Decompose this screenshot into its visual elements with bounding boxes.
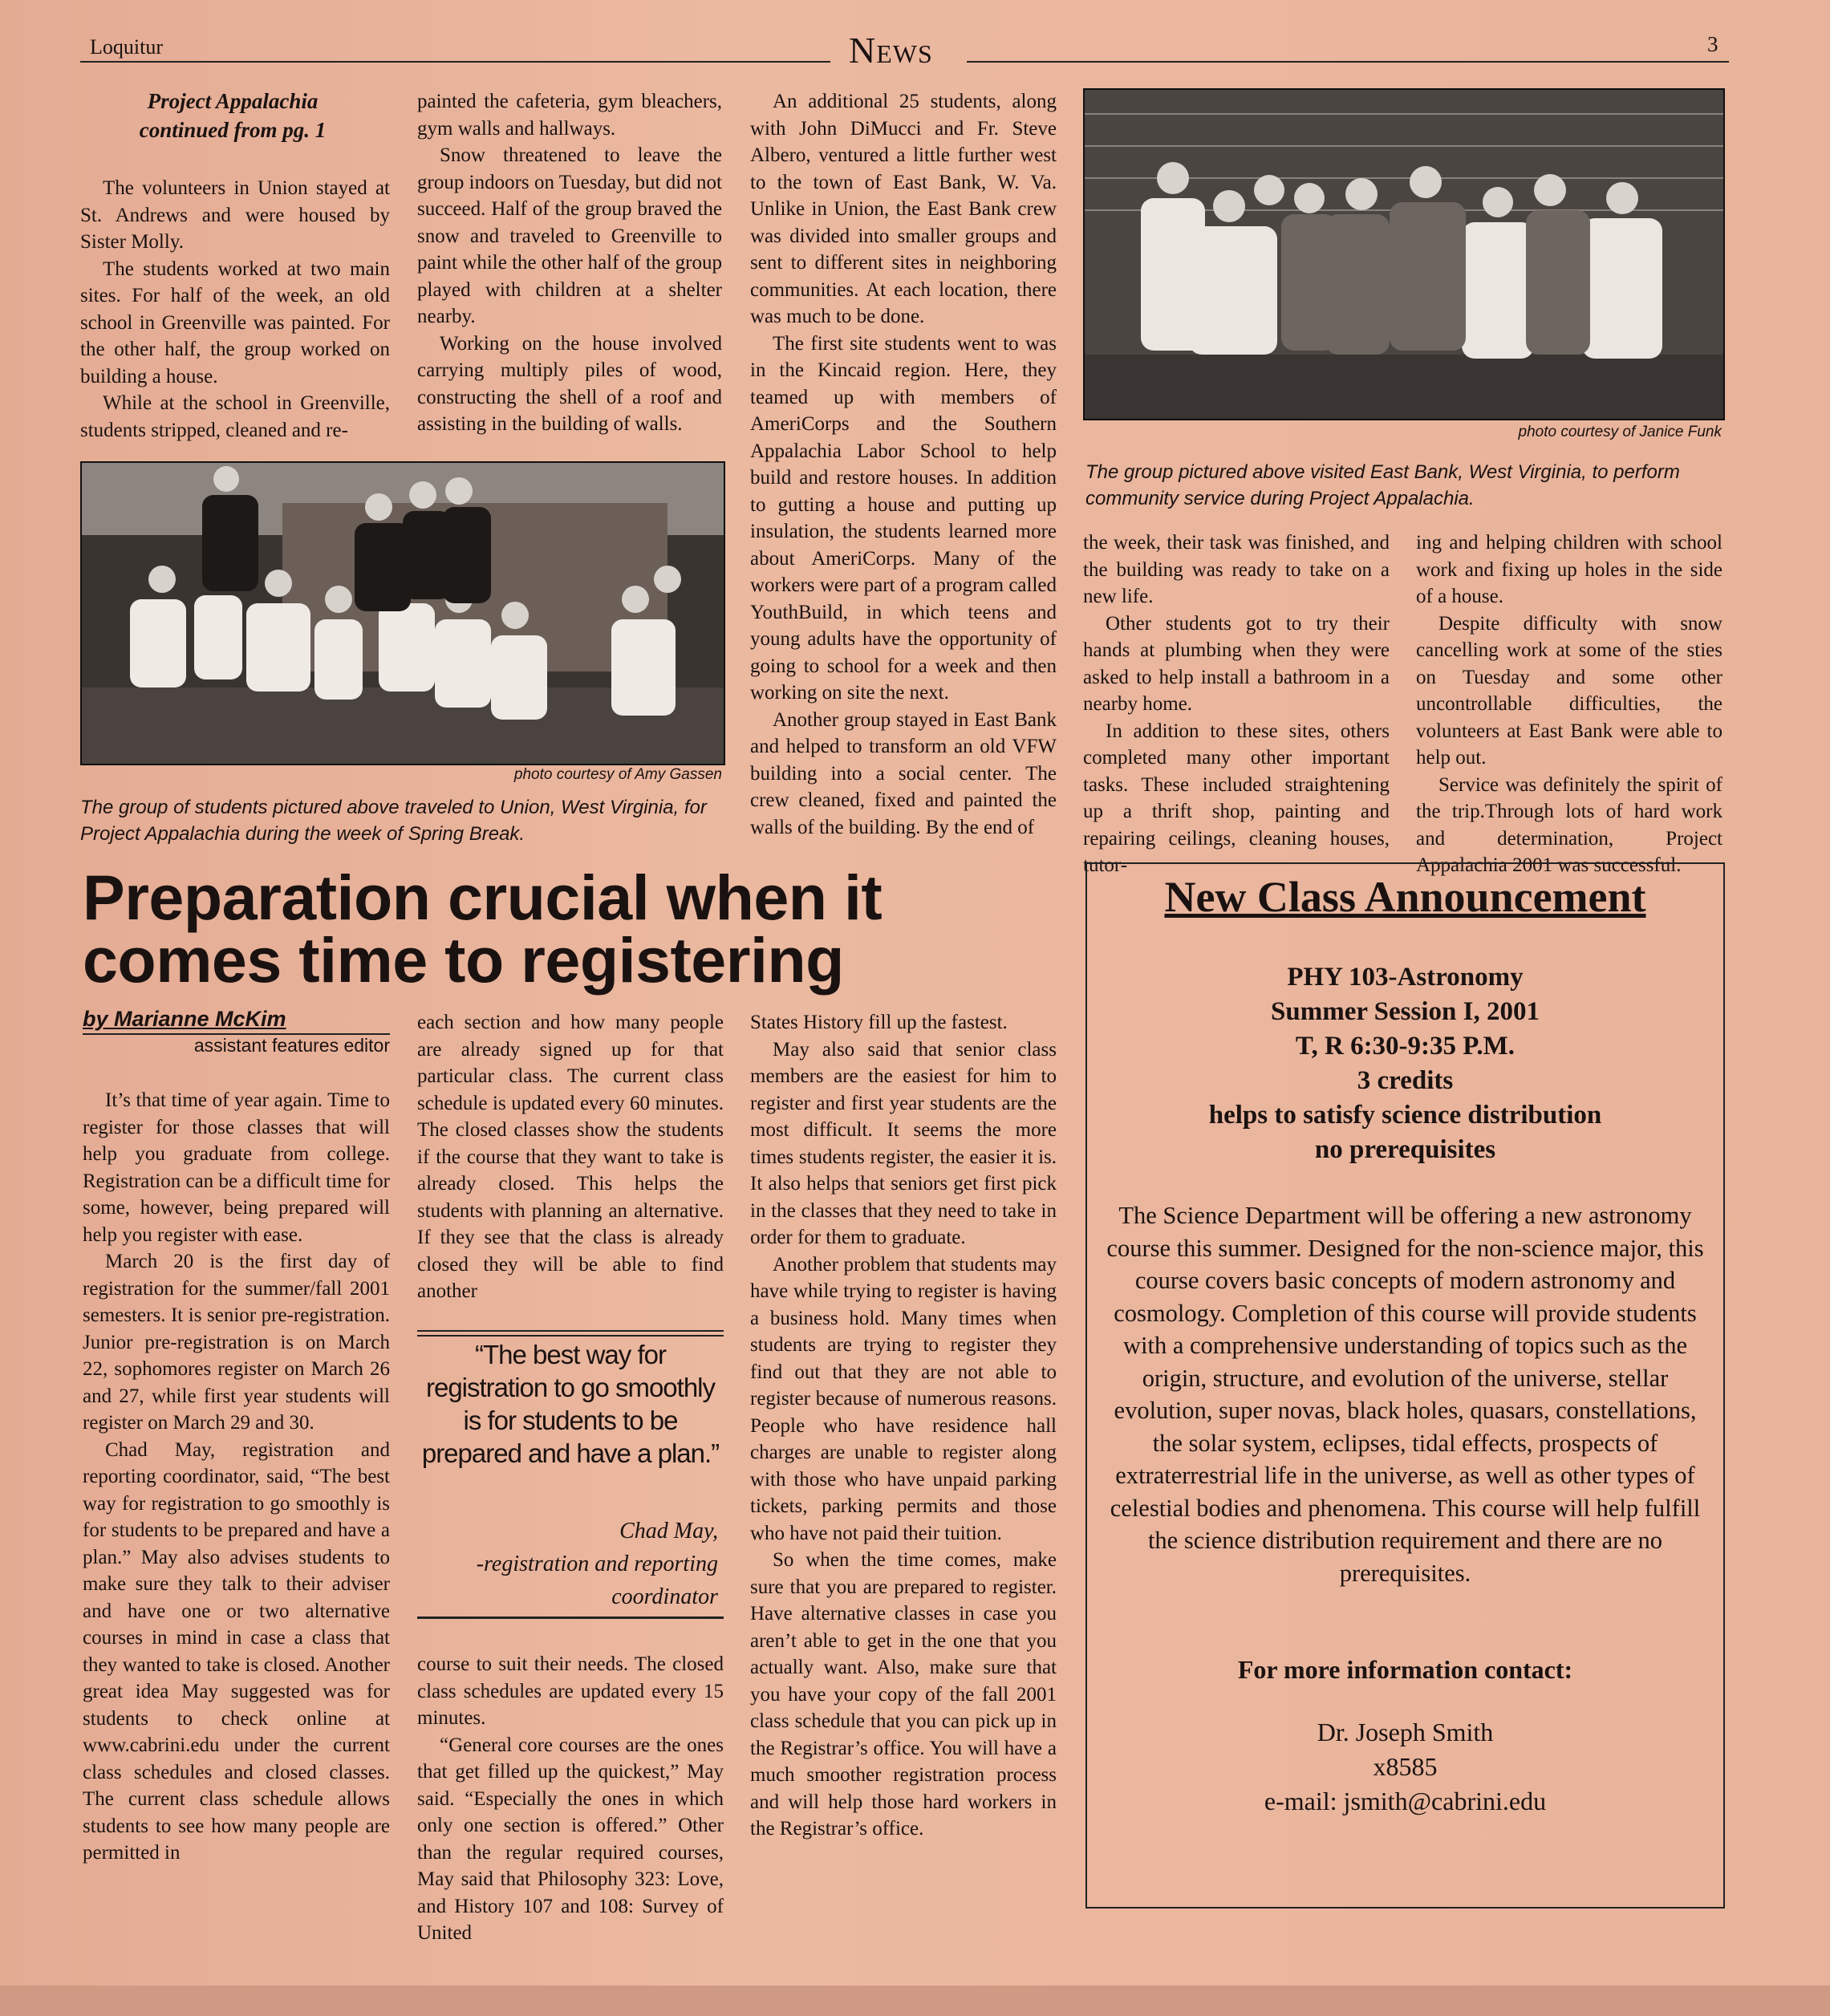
jump-head-title: Project Appalachia — [147, 89, 319, 113]
paragraph: It’s that time of year again. Time to register for those classes that will help you graduate from college. Registration can be a difficult time for some, however, being prepared will help you register with ease. — [83, 1089, 390, 1246]
eastbank-group-photo — [1083, 88, 1725, 420]
paragraph: course to suit their needs. The closed class schedules are updated every 15 minutes. — [417, 1653, 724, 1729]
masthead-rule-right — [967, 61, 1729, 63]
article-headline — [83, 862, 1077, 996]
paragraph: In addition to these sites, others completed many other important tasks. These included straightening up a thrift shop, painting and repairing ceilings, cleaning houses, tutor- — [1083, 720, 1390, 876]
eastbank-photo-credit: photo courtesy of Janice Funk — [1518, 424, 1722, 440]
masthead-rule-left — [80, 61, 830, 63]
jump-head-continued: continued from pg. 1 — [139, 118, 327, 142]
paragraph: Despite difficulty with snow cancelling work at some of the sties on Tuesday and some other uncontrollable difficulties, the volunteers at East Bank were able to help out. — [1416, 612, 1722, 769]
paragraph: ing and helping children with school work and fixing up holes in the side of a house. — [1416, 532, 1722, 607]
section-title: News — [849, 30, 933, 71]
paragraph: While at the school in Greenville, students stripped, cleaned and re- — [80, 392, 390, 441]
paragraph: the week, their task was finished, and the building was ready to take on a new life. — [1083, 532, 1390, 607]
story1-column-2 — [417, 88, 722, 438]
paragraph: States History fill up the fastest. — [750, 1012, 1008, 1033]
paragraph: An additional 25 students, along with John DiMucci and Fr. Steve Albero, ventured a little further west to the town of East Bank, W. Va. Unlike in Union, the East Bank crew was divided into smaller groups and sent to different sites in neighboring communities. At each location, there was much to be done. — [750, 91, 1057, 327]
contact-name: Dr. Joseph Smith — [1317, 1718, 1494, 1746]
pullquote-attr-role: -registration and reporting — [476, 1552, 718, 1576]
paper-name: Loquitur — [90, 35, 163, 59]
course-note-distribution: helps to satisfy science distribution — [1208, 1101, 1602, 1130]
paragraph: The students worked at two main sites. For half of the week, an old school in Greenville was painted. For the other half, the group worked on building a house. — [80, 258, 390, 387]
pullquote-attribution — [417, 1515, 718, 1613]
paragraph: “General core courses are the ones that get filled up the quickest,” May said. “Especially the ones in which only one section is offered.” Other than the regular required courses, May said that Philosophy 323: Love, and History 107 and 108: Survey of United — [417, 1734, 724, 1944]
paragraph: March 20 is the first day of registration for the summer/fall 2001 semesters. It is senior pre-registration. Junior pre-registration is on March 22, sophomores register on March 26 and 27, while first year students will register on March 29 and 30. — [83, 1251, 390, 1434]
course-name: PHY 103-Astronomy — [1287, 963, 1524, 992]
pullquote-rule-top-2 — [417, 1335, 724, 1337]
paragraph: Chad May, registration and reporting coordinator, said, “The best way for registration to go smoothly is for students to be prepared and have a plan.” May also advises students to make sure they talk to their adviser and have one or two alternative courses in mind in case a class that they wanted to take is closed. Another great idea May suggested was for students to check online at www.cabrini.edu under the current class schedules and closed classes. The current class schedule allows students to see how many people are permitted in — [83, 1438, 390, 1864]
paragraph: Snow threatened to leave the group indoors on Tuesday, but did not succeed. Half of the group braved the snow and traveled to Greenville to paint while the other half of the group played with children at a shelter nearby. — [417, 144, 722, 327]
pullquote-attr-role-2: coordinator — [611, 1584, 718, 1609]
story1-column-5 — [1416, 529, 1722, 879]
byline: by Marianne McKim — [83, 1007, 286, 1031]
union-photo-credit: photo courtesy of Amy Gassen — [513, 766, 722, 783]
contact-heading: For more information contact: — [1237, 1655, 1573, 1684]
page-edge — [0, 1986, 1830, 2016]
article-column-1 — [83, 1087, 390, 1867]
contact-extension: x8585 — [1373, 1752, 1438, 1781]
union-photo-caption: The group of students pictured above traveled to Union, West Virginia, for Project Appalachia during the week of Spring Break. — [80, 797, 707, 845]
course-session: Summer Session I, 2001 — [1271, 997, 1540, 1026]
paragraph: Other students got to try their hands at plumbing when they were asked to help install a bathroom in a nearby home. — [1083, 612, 1390, 715]
paragraph: Another problem that students may have while trying to register is having a business hold. Many times when students are trying to register they find out that they are not able to register because of numerous reasons. People who have residence hall charges are unable to register along with those who have unpaid parking tickets, parking permits and those who have not paid their tuition. — [750, 1253, 1057, 1544]
eastbank-group-photo-image — [1085, 90, 1723, 419]
jump-head — [80, 87, 385, 144]
paragraph: Service was definitely the spirit of the trip.Through lots of hard work and determination, Project Appalachia 2001 was successful. — [1416, 773, 1722, 876]
paragraph: Another group stayed in East Bank and helped to transform an old VFW building into a social center. The crew cleaned, fixed and painted the walls of the building. By the end of — [750, 708, 1057, 838]
contact-email: e-mail: jsmith@cabrini.edu — [1264, 1787, 1547, 1815]
announcement-title: New Class Announcement — [1164, 873, 1646, 921]
class-announcement-box — [1085, 862, 1725, 1909]
announcement-details — [1087, 960, 1723, 1167]
story1-column-4 — [1083, 529, 1390, 879]
paragraph: each section and how many people are already signed up for that particular class. The current class schedule is updated every 60 minutes. The closed classes show the students if the course that they want to take is already closed. This helps the students with planning an alternative. If they see that the class is already closed they will be able to find another — [417, 1012, 724, 1302]
paragraph: The volunteers in Union stayed at St. Andrews and were housed by Sister Molly. — [80, 177, 390, 253]
article-column-2a — [417, 1009, 724, 1305]
union-group-photo — [80, 461, 725, 765]
story1-column-1 — [80, 175, 390, 444]
paragraph: painted the cafeteria, gym bleachers, gym walls and hallways. — [417, 91, 722, 140]
pullquote: “The best way for registration to go smoothly is for students to be prepared and have a plan.” — [421, 1340, 720, 1468]
pullquote-rule-top — [417, 1330, 724, 1332]
paragraph: So when the time comes, make sure that you are prepared to register. Have alternative classes in case you aren’t able to get in the one that you actually want. Also, make sure that you have your copy of the fall 2001 class schedule that you can pick up in the Registrar’s office. You will have a much smoother registration process and will help those hard workers in the Registrar’s office. — [750, 1549, 1057, 1840]
article-column-2b — [417, 1651, 724, 1947]
pullquote-attr-name: Chad May, — [619, 1519, 718, 1543]
eastbank-photo-caption: The group pictured above visited East Bank, West Virginia, to perform community service during Project Appalachia. — [1085, 461, 1680, 509]
course-time: T, R 6:30-9:35 P.M. — [1295, 1032, 1516, 1061]
byline-title: assistant features editor — [193, 1035, 390, 1056]
course-credits: 3 credits — [1357, 1066, 1454, 1095]
page-number: 3 — [1707, 32, 1718, 56]
announcement-body: The Science Department will be offering a new astronomy course this summer. Designed for the non-science major, this course covers basic concepts of modern astronomy and cosmology. Completion of this course will provide students with a comprehensive understanding of topics such as the origin, structure, and evolution of the universe, stellar evolution, super novas, black holes, quasars, constellations, the solar system, eclipses, tidal effects, prospects of extraterrestrial life in the universe, as well as other types of celestial bodies and phenomena. This course will help fulfill the science distribution requirement and there are no prerequisites. — [1106, 1202, 1704, 1587]
headline-line-1: Preparation crucial when it — [83, 862, 883, 933]
course-note-prerequisites: no prerequisites — [1314, 1135, 1496, 1164]
headline-line-2: comes time to registering — [83, 924, 844, 996]
article-column-3 — [750, 1009, 1057, 1843]
paragraph: The first site students went to was in the Kincaid region. Here, they teamed up with members of AmeriCorps and the Southern Appalachia Labor School to help build and restore houses. In addition to gutting a house and putting up insulation, the students learned more about AmeriCorps. Many of the workers were part of a program called YouthBuild, in which teens and young adults have the opportunity of going to school for a week and then working on site the next. — [750, 332, 1057, 704]
paragraph: Working on the house involved carrying multiply piles of wood, constructing the shell of a roof and assisting in the building of walls. — [417, 332, 722, 435]
story1-column-3 — [750, 88, 1057, 841]
union-group-photo-image — [82, 463, 724, 764]
paragraph: May also said that senior class members are the easiest for him to register and first year students are the most difficult. It seems the more times students register, the easier it is. It also helps that seniors get first pick in the classes that they need to take in order for them to graduate. — [750, 1038, 1057, 1248]
contact-details — [1087, 1715, 1723, 1819]
pullquote-rule-bottom — [417, 1616, 724, 1619]
